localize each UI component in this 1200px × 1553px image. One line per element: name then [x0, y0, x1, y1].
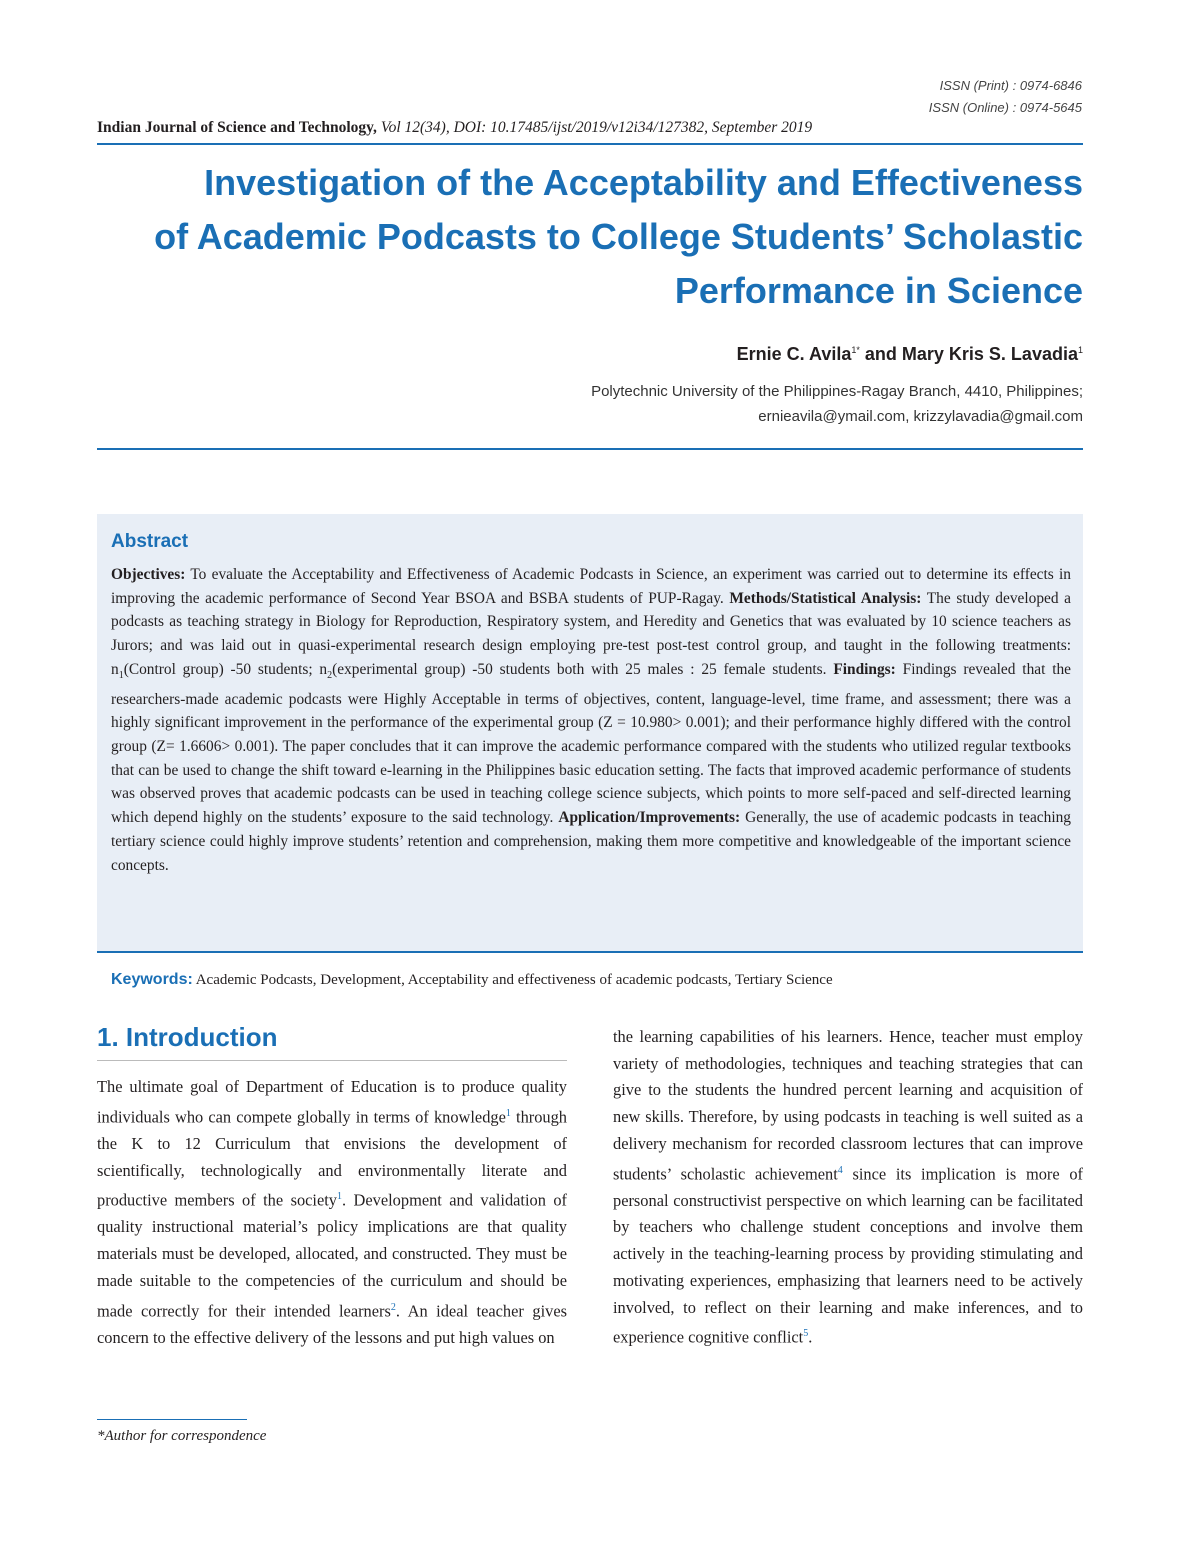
title-line-3: Performance in Science	[674, 270, 1083, 311]
objectives-text: To evaluate the Acceptability and Effectiveness of Academic Podcasts in Science, an experiment was carried out to determine its effects in improving the academic performance of Second Year BSOA and BSBA students of PUP-Ragay.	[111, 566, 1071, 607]
application-text: Generally, the use of academic podcasts in teaching tertiary science could highly improve students’ retention and comprehension, making them more competitive and knowledgeable of the important science concepts.	[111, 809, 1071, 874]
citation-ref-2[interactable]: 2	[390, 1301, 396, 1313]
citation-ref-5[interactable]: 5	[803, 1328, 809, 1340]
article-title	[83, 156, 1083, 318]
title-line-2: of Academic Podcasts to College Students’ Scholastic	[154, 216, 1083, 257]
keywords-text: Academic Podcasts, Development, Acceptability and effectiveness of academic podcasts, Tertiary Science	[192, 972, 833, 988]
footnote-rule	[97, 1419, 247, 1420]
journal-name: Indian Journal of Science and Technology,	[97, 119, 377, 136]
methods-text-c: (experimental group) -50 students both with 25 males : 25 female students.	[332, 660, 834, 678]
issn-print: ISSN (Print) : 0974-6846	[939, 78, 1082, 93]
journal-citation	[97, 119, 812, 137]
methods-text: The study developed a podcasts as teaching strategy in Biology for Reproduction, Respiratory system, and Heredity and Genetics that was evaluated by 10 science teachers as Jurors; and was laid out in quasi-experimental research design employing pre-test post-test control group, and taught in the following treatments: n	[111, 589, 1072, 678]
author-2: Mary Kris S. Lavadia	[901, 344, 1078, 364]
issn-online: ISSN (Online) : 0974-5645	[928, 100, 1082, 115]
keywords	[111, 971, 833, 989]
intro-text-2: through the K to 12 Curriculum that envisions the development of scientifically, technologically and environmentally literate and productive members of the society	[97, 1107, 567, 1210]
author-1-mark: 1*	[851, 345, 860, 355]
methods-subscript-2: 2	[327, 669, 333, 681]
introduction-left-column	[97, 1074, 567, 1351]
intro-text-5: the learning capabilities of his learners. Hence, teacher must employ variety of methodologies, techniques and teaching strategies that can give to the students the hundred percent learning and acquisition of new skills. Therefore, by using podcasts in teaching is well suited as a delivery mechanism for recorded classroom lectures that can improve students’ scholastic achievement	[613, 1027, 1083, 1183]
objectives-label: Objectives:	[111, 566, 186, 583]
author-rule	[97, 448, 1083, 450]
intro-text-1: The ultimate goal of Department of Education is to produce quality individuals who can compete globally in terms of knowledge	[97, 1077, 567, 1127]
affiliation: Polytechnic University of the Philippines-Ragay Branch, 4410, Philippines;	[591, 383, 1083, 400]
section-heading-introduction: 1. Introduction	[97, 1022, 278, 1052]
intro-text-3: . Development and validation of quality instructional material’s policy implications are that quality materials must be developed, allocated, and constructed. They must be made suitable to the competencies of the curriculum and should be made correctly for their intended learners	[97, 1190, 568, 1321]
findings-text: Findings revealed that the researchers-made academic podcasts were Highly Acceptable in terms of objectives, content, language-level, time frame, and assessment; there was a highly significant improvement in the performance of the experimental group (Z = 10.980> 0.001); and their performance highly differed with the control group (Z= 1.6606> 0.001). The paper concludes that it can improve the academic performance compared with the students who utilized regular textbooks that can be used to change the shift toward e-learning in the Philippines basic education setting. The facts that improved academic performance of students was observed proves that academic podcasts can be used in teaching college science subjects, which points to more self-paced and self-directed learning which depend highly on the students’ exposure to the said technology.	[111, 660, 1071, 827]
intro-text-6: since its implication is more of personal constructivist perspective on which learning can be facilitated by teachers who challenge student conceptions and involve them actively in the teaching-learning process by providing stimulating and motivating experiences, emphasizing that learners need to be actively involved, to reflect on their learning and make inferences, and to experience cognitive conflict	[613, 1163, 1083, 1347]
findings-label: Findings:	[833, 660, 896, 678]
authors	[737, 344, 1083, 365]
author-2-mark: 1	[1077, 345, 1083, 355]
methods-subscript-1: 1	[118, 669, 124, 681]
intro-text-4: . An ideal teacher gives concern to the effective delivery of the lessons and put high values on	[97, 1301, 567, 1347]
intro-text-7: .	[808, 1327, 813, 1347]
abstract-text	[111, 563, 1071, 877]
methods-label: Methods/Statistical Analysis:	[729, 589, 922, 607]
citation-ref-4[interactable]: 4	[837, 1164, 843, 1176]
section-rule	[97, 1060, 567, 1061]
author-1: Ernie C. Avila	[736, 344, 852, 364]
introduction-right-column	[613, 1024, 1083, 1351]
citation-ref-1b[interactable]: 1	[337, 1191, 343, 1203]
journal-details: Vol 12(34), DOI: 10.17485/ijst/2019/v12i34/127382, September 2019	[380, 119, 813, 136]
keywords-label: Keywords:	[111, 971, 193, 988]
abstract-heading: Abstract	[111, 531, 189, 552]
author-emails: ernieavila@ymail.com, krizzylavadia@gmail.com	[758, 408, 1083, 425]
author-separator: and	[859, 344, 902, 364]
header-rule	[97, 143, 1083, 145]
footnote: *Author for correspondence	[97, 1428, 267, 1444]
title-line-1: Investigation of the Acceptability and Effectiveness	[204, 162, 1083, 203]
citation-ref-1[interactable]: 1	[505, 1107, 511, 1119]
application-label: Application/Improvements:	[558, 809, 741, 827]
methods-text-b: (Control group) -50 students; n	[123, 660, 328, 678]
